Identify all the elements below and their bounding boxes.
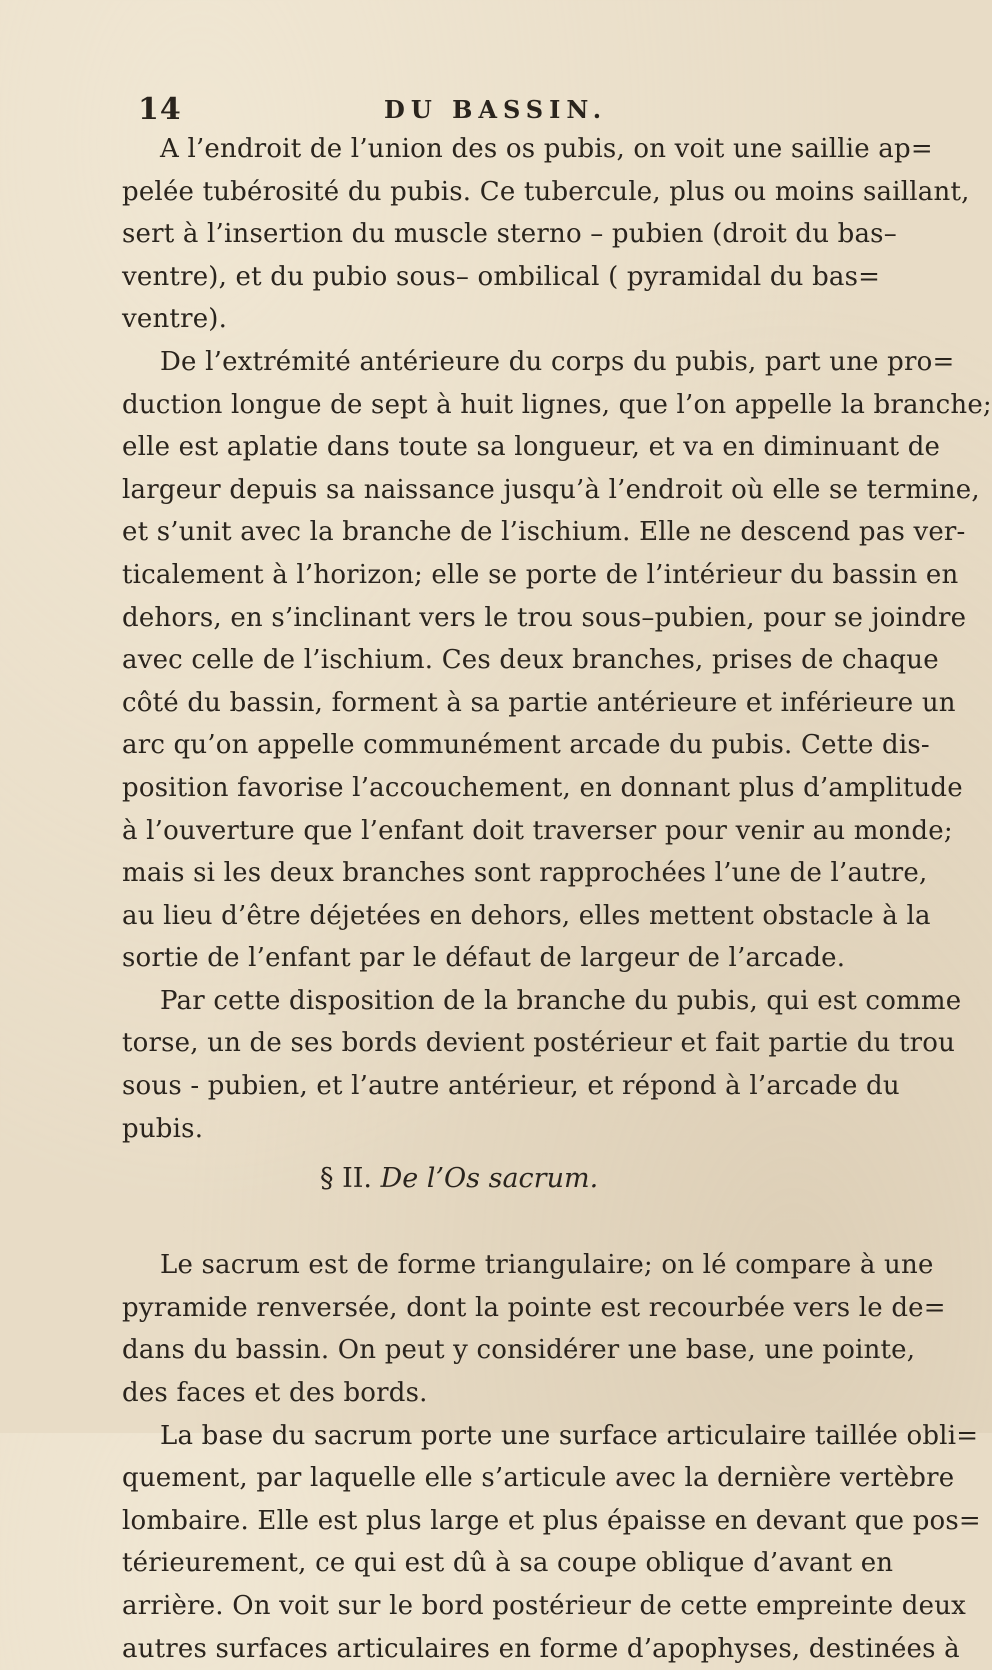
paragraph-pubis-tuberosity	[122, 128, 970, 341]
paragraph-sacrum-shape	[122, 1244, 946, 1414]
text-line: sous - pubien, et l’autre antérieur, et répond à l’arcade du	[122, 1071, 900, 1102]
text-line: quement, par laquelle elle s’articule avec la dernière vertèbre	[122, 1463, 955, 1494]
text-line: pubis.	[122, 1113, 204, 1144]
section-title: De l’Os sacrum.	[380, 1163, 599, 1195]
text-line: torse, un de ses bords devient postérieur et fait partie du trou	[122, 1028, 956, 1059]
text-line: pelée tubérosité du pubis. Ce tubercule, plus ou moins saillant,	[122, 176, 970, 207]
running-title: DU BASSIN.	[384, 95, 608, 124]
paragraph-sacrum-base	[122, 1415, 981, 1670]
body-text	[122, 128, 992, 1670]
text-line: sortie de l’enfant par le défaut de largeur de l’arcade.	[122, 943, 846, 974]
text-line: ventre), et du pubio sous– ombilical ( pyramidal du bas=	[122, 261, 881, 292]
text-line: Par cette disposition de la branche du pubis, qui est comme	[160, 985, 962, 1016]
text-line: lombaire. Elle est plus large et plus épaisse en devant que pos=	[122, 1505, 981, 1536]
text-line: Le sacrum est de forme triangulaire; on lé compare à une	[160, 1250, 934, 1281]
text-line: largeur depuis sa naissance jusqu’à l’endroit où elle se termine,	[122, 474, 980, 505]
text-line: dehors, en s’inclinant vers le trou sous–pubien, pour se joindre	[122, 602, 967, 633]
text-line: La base du sacrum porte une surface articulaire taillée obli=	[160, 1420, 979, 1451]
text-line: des faces et des bords.	[122, 1378, 428, 1409]
text-line: mais si les deux branches sont rapprochées l’une de l’autre,	[122, 858, 928, 889]
section-number: § II.	[320, 1163, 372, 1195]
text-line: A l’endroit de l’union des os pubis, on voit une saillie ap=	[160, 134, 933, 164]
paragraph-pubis-branch	[122, 341, 992, 980]
text-line: ticalement à l’horizon; elle se porte de l’intérieur du bassin en	[122, 559, 959, 590]
running-head	[0, 92, 800, 132]
page-number: 14	[138, 92, 182, 127]
text-line: arrière. On voit sur le bord postérieur de cette empreinte deux	[122, 1591, 967, 1621]
text-line: elle est aplatie dans toute sa longueur, et va en diminuant de	[122, 432, 941, 463]
text-line: côté du bassin, forment à sa partie antérieure et inférieure un	[122, 687, 956, 718]
text-line: à l’ouverture que l’enfant doit traverser pour venir au monde;	[122, 815, 953, 846]
paragraph-branch-disposition	[122, 980, 962, 1150]
section-heading	[122, 1158, 782, 1200]
text-line: De l’extrémité antérieure du corps du pubis, part une pro=	[160, 346, 955, 377]
text-line: arc qu’on appelle communément arcade du pubis. Cette dis-	[122, 730, 930, 761]
text-line: et s’unit avec la branche de l’ischium. Elle ne descend pas ver-	[122, 517, 966, 548]
text-line: ventre).	[122, 304, 228, 335]
text-line: au lieu d’être déjetées en dehors, elles mettent obstacle à la	[122, 900, 931, 931]
text-line: autres surfaces articulaires en forme d’apophyses, destinées à	[122, 1633, 960, 1664]
text-line: sert à l’insertion du muscle sterno – pubien (droit du bas–	[122, 219, 897, 250]
text-line: duction longue de sept à huit lignes, que l’on appelle la branche;	[122, 389, 992, 420]
text-line: avec celle de l’ischium. Ces deux branches, prises de chaque	[122, 645, 939, 676]
text-line: dans du bassin. On peut y considérer une base, une pointe,	[122, 1335, 916, 1366]
text-line: térieurement, ce qui est dû à sa coupe oblique d’avant en	[122, 1548, 894, 1579]
text-line: position favorise l’accouchement, en donnant plus d’amplitude	[122, 772, 963, 803]
text-line: pyramide renversée, dont la pointe est recourbée vers le de=	[122, 1292, 946, 1323]
